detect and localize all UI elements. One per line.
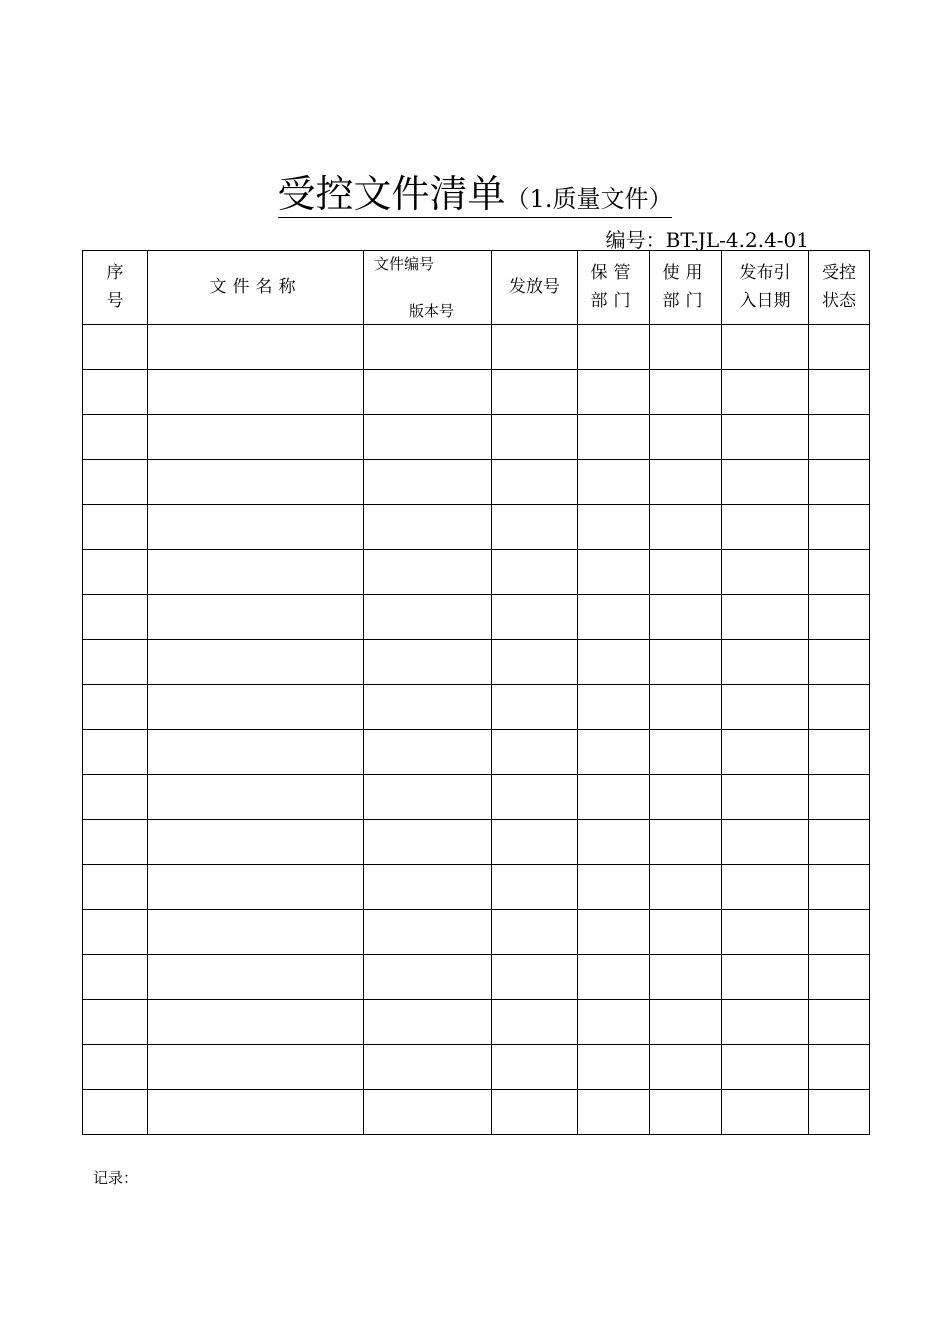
- document-code-label: 编号：: [605, 228, 666, 252]
- table-row: [83, 640, 870, 685]
- cell-user-dept[interactable]: [650, 955, 722, 1000]
- cell-release-date[interactable]: [722, 595, 809, 640]
- cell-user-dept[interactable]: [650, 1000, 722, 1045]
- cell-seq[interactable]: [83, 1090, 148, 1135]
- cell-user-dept[interactable]: [650, 550, 722, 595]
- cell-control-status[interactable]: [809, 370, 870, 415]
- record-label: 记录：: [93, 1169, 139, 1187]
- cell-release-date[interactable]: [722, 775, 809, 820]
- cell-release-date[interactable]: [722, 1045, 809, 1090]
- header-status-line1: 受控: [822, 263, 856, 284]
- cell-doc-number[interactable]: [364, 1090, 492, 1135]
- table-row: [83, 1090, 870, 1135]
- cell-seq[interactable]: [83, 910, 148, 955]
- cell-doc-number[interactable]: [364, 550, 492, 595]
- cell-doc-number[interactable]: [364, 820, 492, 865]
- table-row: [83, 370, 870, 415]
- cell-release-date[interactable]: [722, 460, 809, 505]
- cell-control-status[interactable]: [809, 595, 870, 640]
- cell-doc-number[interactable]: [364, 370, 492, 415]
- cell-control-status[interactable]: [809, 550, 870, 595]
- cell-control-status[interactable]: [809, 730, 870, 775]
- header-doc-number-label: 文件编号: [374, 255, 435, 273]
- cell-issue-no[interactable]: [492, 1090, 578, 1135]
- cell-control-status[interactable]: [809, 1045, 870, 1090]
- header-status-line2: 状态: [822, 290, 856, 311]
- cell-user-dept[interactable]: [650, 820, 722, 865]
- cell-name[interactable]: [148, 505, 364, 550]
- cell-name[interactable]: [148, 640, 364, 685]
- table-row: [83, 505, 870, 550]
- header-issue-no: [492, 251, 578, 325]
- cell-user-dept[interactable]: [650, 325, 722, 370]
- cell-name[interactable]: [148, 1000, 364, 1045]
- header-user-line1: 使用: [662, 263, 709, 284]
- cell-issue-no[interactable]: [492, 505, 578, 550]
- header-keeper-line2: 部门: [590, 290, 637, 311]
- cell-release-date[interactable]: [722, 370, 809, 415]
- cell-name[interactable]: [148, 370, 364, 415]
- cell-doc-number[interactable]: [364, 460, 492, 505]
- cell-issue-no[interactable]: [492, 685, 578, 730]
- cell-seq[interactable]: [83, 1000, 148, 1045]
- document-title: [0, 174, 950, 218]
- header-name: [148, 251, 364, 325]
- cell-name[interactable]: [148, 955, 364, 1000]
- cell-control-status[interactable]: [809, 955, 870, 1000]
- header-seq-line2: 号: [106, 290, 124, 311]
- cell-issue-no[interactable]: [492, 1000, 578, 1045]
- cell-keeper-dept[interactable]: [578, 775, 650, 820]
- cell-seq[interactable]: [83, 325, 148, 370]
- cell-keeper-dept[interactable]: [578, 685, 650, 730]
- cell-doc-number[interactable]: [364, 955, 492, 1000]
- cell-release-date[interactable]: [722, 550, 809, 595]
- cell-keeper-dept[interactable]: [578, 415, 650, 460]
- table-row: [83, 910, 870, 955]
- header-user-dept: [650, 251, 722, 325]
- cell-keeper-dept[interactable]: [578, 595, 650, 640]
- cell-doc-number[interactable]: [364, 910, 492, 955]
- cell-keeper-dept[interactable]: [578, 865, 650, 910]
- header-keeper-line1: 保管: [590, 263, 637, 284]
- cell-issue-no[interactable]: [492, 325, 578, 370]
- cell-seq[interactable]: [83, 775, 148, 820]
- cell-control-status[interactable]: [809, 685, 870, 730]
- cell-seq[interactable]: [83, 1045, 148, 1090]
- cell-user-dept[interactable]: [650, 730, 722, 775]
- header-date-line2: 入日期: [739, 290, 791, 311]
- cell-name[interactable]: [148, 1090, 364, 1135]
- cell-name[interactable]: [148, 865, 364, 910]
- cell-user-dept[interactable]: [650, 460, 722, 505]
- cell-name[interactable]: [148, 730, 364, 775]
- cell-release-date[interactable]: [722, 325, 809, 370]
- cell-release-date[interactable]: [722, 1090, 809, 1135]
- cell-name[interactable]: [148, 325, 364, 370]
- cell-control-status[interactable]: [809, 415, 870, 460]
- cell-user-dept[interactable]: [650, 775, 722, 820]
- table-row: [83, 820, 870, 865]
- title-underlined: [278, 174, 673, 218]
- cell-keeper-dept[interactable]: [578, 325, 650, 370]
- cell-release-date[interactable]: [722, 730, 809, 775]
- cell-doc-number[interactable]: [364, 640, 492, 685]
- cell-release-date[interactable]: [722, 505, 809, 550]
- cell-control-status[interactable]: [809, 640, 870, 685]
- cell-keeper-dept[interactable]: [578, 370, 650, 415]
- cell-name[interactable]: [148, 910, 364, 955]
- table-row: [83, 550, 870, 595]
- cell-control-status[interactable]: [809, 505, 870, 550]
- document-code: [606, 224, 809, 253]
- cell-issue-no[interactable]: [492, 1045, 578, 1090]
- cell-issue-no[interactable]: [492, 640, 578, 685]
- cell-keeper-dept[interactable]: [578, 640, 650, 685]
- cell-seq[interactable]: [83, 685, 148, 730]
- header-doc-number: [364, 251, 492, 325]
- cell-user-dept[interactable]: [650, 415, 722, 460]
- cell-release-date[interactable]: [722, 685, 809, 730]
- table-row: [83, 730, 870, 775]
- table-row: [83, 460, 870, 505]
- title-sub: （1.质量文件）: [505, 185, 673, 213]
- cell-issue-no[interactable]: [492, 370, 578, 415]
- cell-release-date[interactable]: [722, 1000, 809, 1045]
- cell-doc-number[interactable]: [364, 1000, 492, 1045]
- cell-keeper-dept[interactable]: [578, 820, 650, 865]
- cell-name[interactable]: [148, 415, 364, 460]
- cell-control-status[interactable]: [809, 910, 870, 955]
- cell-seq[interactable]: [83, 415, 148, 460]
- cell-name[interactable]: [148, 685, 364, 730]
- table-header-row: [83, 251, 870, 325]
- cell-doc-number[interactable]: [364, 730, 492, 775]
- cell-user-dept[interactable]: [650, 370, 722, 415]
- table-body: [83, 325, 870, 1135]
- table-row: [83, 1045, 870, 1090]
- cell-control-status[interactable]: [809, 775, 870, 820]
- header-release-date: [722, 251, 809, 325]
- table-row: [83, 415, 870, 460]
- table-row: [83, 595, 870, 640]
- cell-seq[interactable]: [83, 640, 148, 685]
- cell-seq[interactable]: [83, 595, 148, 640]
- cell-name[interactable]: [148, 1045, 364, 1090]
- cell-control-status[interactable]: [809, 460, 870, 505]
- cell-name[interactable]: [148, 460, 364, 505]
- header-control-status: [809, 251, 870, 325]
- cell-doc-number[interactable]: [364, 1045, 492, 1090]
- controlled-document-table: [82, 250, 870, 1135]
- cell-doc-number[interactable]: [364, 415, 492, 460]
- table-row: [83, 775, 870, 820]
- header-keeper-dept: [578, 251, 650, 325]
- cell-keeper-dept[interactable]: [578, 1000, 650, 1045]
- cell-name[interactable]: [148, 550, 364, 595]
- table-row: [83, 685, 870, 730]
- cell-keeper-dept[interactable]: [578, 505, 650, 550]
- cell-doc-number[interactable]: [364, 685, 492, 730]
- cell-doc-number[interactable]: [364, 325, 492, 370]
- cell-name[interactable]: [148, 595, 364, 640]
- cell-issue-no[interactable]: [492, 865, 578, 910]
- cell-release-date[interactable]: [722, 865, 809, 910]
- cell-control-status[interactable]: [809, 1090, 870, 1135]
- cell-keeper-dept[interactable]: [578, 730, 650, 775]
- cell-user-dept[interactable]: [650, 640, 722, 685]
- cell-doc-number[interactable]: [364, 505, 492, 550]
- cell-seq[interactable]: [83, 730, 148, 775]
- cell-user-dept[interactable]: [650, 865, 722, 910]
- table-row: [83, 325, 870, 370]
- cell-user-dept[interactable]: [650, 595, 722, 640]
- header-user-line2: 部门: [662, 290, 709, 311]
- cell-seq[interactable]: [83, 955, 148, 1000]
- cell-keeper-dept[interactable]: [578, 460, 650, 505]
- header-issue-no-label: 发放号: [509, 276, 560, 297]
- cell-user-dept[interactable]: [650, 1045, 722, 1090]
- cell-keeper-dept[interactable]: [578, 955, 650, 1000]
- cell-issue-no[interactable]: [492, 820, 578, 865]
- header-seq-line1: 序: [106, 263, 124, 284]
- cell-seq[interactable]: [83, 865, 148, 910]
- cell-release-date[interactable]: [722, 955, 809, 1000]
- table-row: [83, 955, 870, 1000]
- cell-doc-number[interactable]: [364, 865, 492, 910]
- cell-seq[interactable]: [83, 370, 148, 415]
- cell-doc-number[interactable]: [364, 595, 492, 640]
- cell-seq[interactable]: [83, 550, 148, 595]
- cell-release-date[interactable]: [722, 640, 809, 685]
- header-name-label: 文件名称: [209, 276, 302, 297]
- cell-control-status[interactable]: [809, 865, 870, 910]
- cell-release-date[interactable]: [722, 820, 809, 865]
- cell-control-status[interactable]: [809, 325, 870, 370]
- cell-release-date[interactable]: [722, 910, 809, 955]
- cell-keeper-dept[interactable]: [578, 910, 650, 955]
- cell-issue-no[interactable]: [492, 775, 578, 820]
- header-date-line1: 发布引: [739, 263, 791, 284]
- header-version-label: 版本号: [409, 301, 455, 320]
- cell-control-status[interactable]: [809, 1000, 870, 1045]
- cell-name[interactable]: [148, 775, 364, 820]
- cell-keeper-dept[interactable]: [578, 1090, 650, 1135]
- cell-seq[interactable]: [83, 820, 148, 865]
- title-main: 受控文件清单: [277, 172, 506, 216]
- cell-user-dept[interactable]: [650, 505, 722, 550]
- header-seq: [83, 251, 148, 325]
- cell-issue-no[interactable]: [492, 955, 578, 1000]
- cell-control-status[interactable]: [809, 820, 870, 865]
- cell-issue-no[interactable]: [492, 460, 578, 505]
- cell-keeper-dept[interactable]: [578, 550, 650, 595]
- cell-issue-no[interactable]: [492, 730, 578, 775]
- document-code-value: BT-JL-4.2.4-01: [665, 228, 809, 252]
- cell-user-dept[interactable]: [650, 685, 722, 730]
- cell-keeper-dept[interactable]: [578, 1045, 650, 1090]
- table-row: [83, 865, 870, 910]
- cell-release-date[interactable]: [722, 415, 809, 460]
- cell-issue-no[interactable]: [492, 910, 578, 955]
- cell-user-dept[interactable]: [650, 1090, 722, 1135]
- cell-issue-no[interactable]: [492, 595, 578, 640]
- cell-seq[interactable]: [83, 460, 148, 505]
- cell-doc-number[interactable]: [364, 775, 492, 820]
- cell-user-dept[interactable]: [650, 910, 722, 955]
- cell-issue-no[interactable]: [492, 550, 578, 595]
- cell-seq[interactable]: [83, 505, 148, 550]
- table-row: [83, 1000, 870, 1045]
- cell-issue-no[interactable]: [492, 415, 578, 460]
- cell-name[interactable]: [148, 820, 364, 865]
